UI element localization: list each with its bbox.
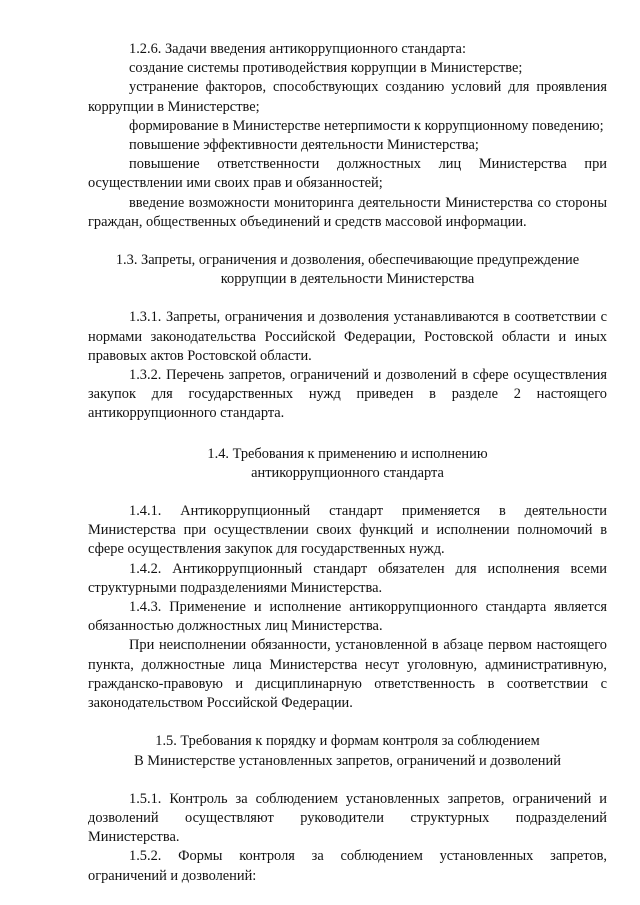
paragraph: При неисполнении обязанности, установленной в абзаце первом настоящего пункта, должностные лица Министерства несут уголовную, административную, гражданско-правовую и дисциплинарную ответственность в соответствии с законодательством Российской Федерации. — [88, 637, 607, 712]
section-heading-line: антикоррупционного стандарта — [251, 464, 444, 481]
paragraph: 1.2.6. Задачи введения антикоррупционного стандарта: — [129, 41, 466, 57]
section-heading — [88, 251, 607, 289]
paragraph: введение возможности мониторинга деятельности Министерства со стороны граждан, общественных объединений и средств массовой информации. — [88, 194, 607, 230]
section-1-3 — [88, 251, 607, 424]
paragraph: 1.4.1. Антикоррупционный стандарт применяется в деятельности Министерства при осуществлении своих функций и исполнении полномочий в сфере осуществления закупок для государственных нужд. — [88, 503, 607, 558]
paragraph: создание системы противодействия коррупции в Министерстве; — [129, 60, 523, 77]
paragraph: устранение факторов, способствующих созданию условий для проявления коррупции в Министерстве; — [88, 79, 607, 115]
paragraph: 1.3.1. Запреты, ограничения и дозволения устанавливаются в соответствии с нормами законодательства Российской Федерации, Ростовской области и иных правовых актов Ростовской области. — [88, 309, 607, 364]
paragraph: 1.4.3. Применение и исполнение антикоррупционного стандарта является обязанностью должностных лиц Министерства. — [88, 599, 607, 635]
section-heading-line: 1.4. Требования к применению и исполнению — [207, 445, 488, 462]
section-heading-line: В Министерстве установленных запретов, ограничений и дозволений — [134, 752, 561, 769]
paragraph: 1.5.2. Формы контроля за соблюдением установленных запретов, ограничений и дозволений: — [88, 848, 607, 884]
paragraph: повышение ответственности должностных лиц Министерства при осуществлении ими своих прав и обязанностей; — [88, 156, 607, 192]
paragraph: 1.5.1. Контроль за соблюдением установленных запретов, ограничений и дозволений осуществляют руководители структурных подразделений Министерства. — [88, 790, 607, 846]
section-heading-line: 1.5. Требования к порядку и формам контроля за соблюдением — [155, 733, 540, 750]
document-page — [88, 40, 607, 886]
section-heading-line: 1.3. Запреты, ограничения и дозволения, обеспечивающие предупреждение — [115, 252, 580, 269]
section-heading — [88, 732, 607, 770]
paragraph: формирование в Министерстве нетерпимости к коррупционному поведению; — [129, 117, 604, 134]
section-1-2-6 — [88, 40, 607, 232]
paragraph: 1.3.2. Перечень запретов, ограничений и дозволений в сфере осуществления закупок для государственных нужд приведен в разделе 2 настоящего антикоррупционного стандарта. — [88, 367, 607, 422]
section-1-5 — [88, 732, 607, 885]
paragraph: повышение эффективности деятельности Министерства; — [129, 137, 479, 154]
section-1-4 — [88, 445, 607, 714]
section-heading — [88, 445, 607, 483]
section-heading-line: коррупции в деятельности Министерства — [220, 271, 475, 288]
paragraph: 1.4.2. Антикоррупционный стандарт обязателен для исполнения всеми структурными подразделениями Министерства. — [88, 560, 607, 596]
